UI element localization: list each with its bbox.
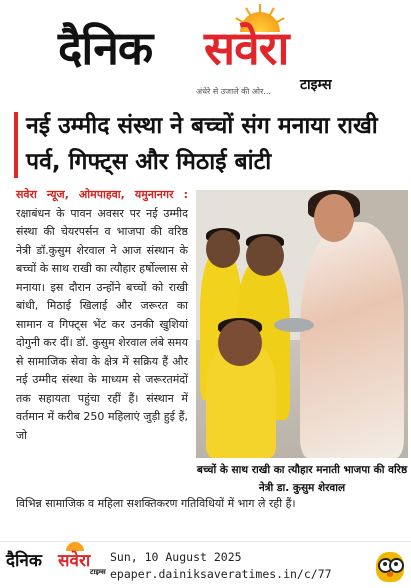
footer-brand-accent: सवेरा [58,551,91,571]
footer-divider [0,541,411,542]
footer-brand-suffix: टाइम्स [90,568,106,576]
brand-name-accent: सवेरा [204,21,289,75]
owl-icon [374,546,406,584]
brand-name-primary: दैनिक [58,21,153,75]
article-photo [196,190,408,458]
footer-date: Sun, 10 August 2025 [110,550,242,564]
brand-name-suffix: टाइम्स [300,77,332,93]
article-body-continuation: विभिन्न सामाजिक व महिला सशक्तिकरण गतिविधियों में भाग ले रही हैं। [16,497,296,510]
article-dateline: सवेरा न्यूज, ओमपाहवा, यमुनानगर : [16,188,188,201]
photo-caption: बच्चों के साथ राखी का त्यौहार मनाती भाजपा की वरिष्ठ नेत्री डा. कुसुम शेरवाल [196,464,408,494]
article-headline: नई उम्मीद संस्था ने बच्चों संग मनाया राखी पर्व, गिफ्ट्स और मिठाई बांटी [26,113,378,175]
footer-url-link[interactable]: epaper.dainiksaveratimes.in/c/77 [110,567,332,581]
headline-accent-bar [14,112,18,178]
woman-figure [300,222,404,458]
article-body-text: रक्षाबंधन के पावन अवसर पर नई उम्मीद संस्था की चेयरपर्सन व भाजपा की वरिष्ठ नेत्री डॉ.कुसुम शेरवाल ने आज संस्थान के बच्चों के साथ राखी का त्यौहार हर्षोल्लास से मनाया। इस दौरान उन्होंने बच्चों को राखी बांधी, मिठाई खिलाई और जरूरत का सामान व गिफ्ट्स भेंट कर उनकी खुशियां दोगुनी कर दीं। डॉ. कुसुम शेरवाल लंबे समय से सामाजिक सेवा के क्षेत्र में सक्रिय हैं और नई उम्मीद संस्था के माध्यम से जरूरतमंदों तक सहायता पहुंचा रहीं हैं। संस्थान में वर्तमान में करीब 250 महिलाएं जुड़ी हुई हैं, जो [16,206,188,442]
plate-icon [274,318,314,332]
masthead [0,0,411,100]
footer-brand-primary: दैनिक [6,551,42,571]
article-body-column [16,186,188,445]
masthead-tagline: अंधेरे से उजाले की ओर... [196,87,272,96]
